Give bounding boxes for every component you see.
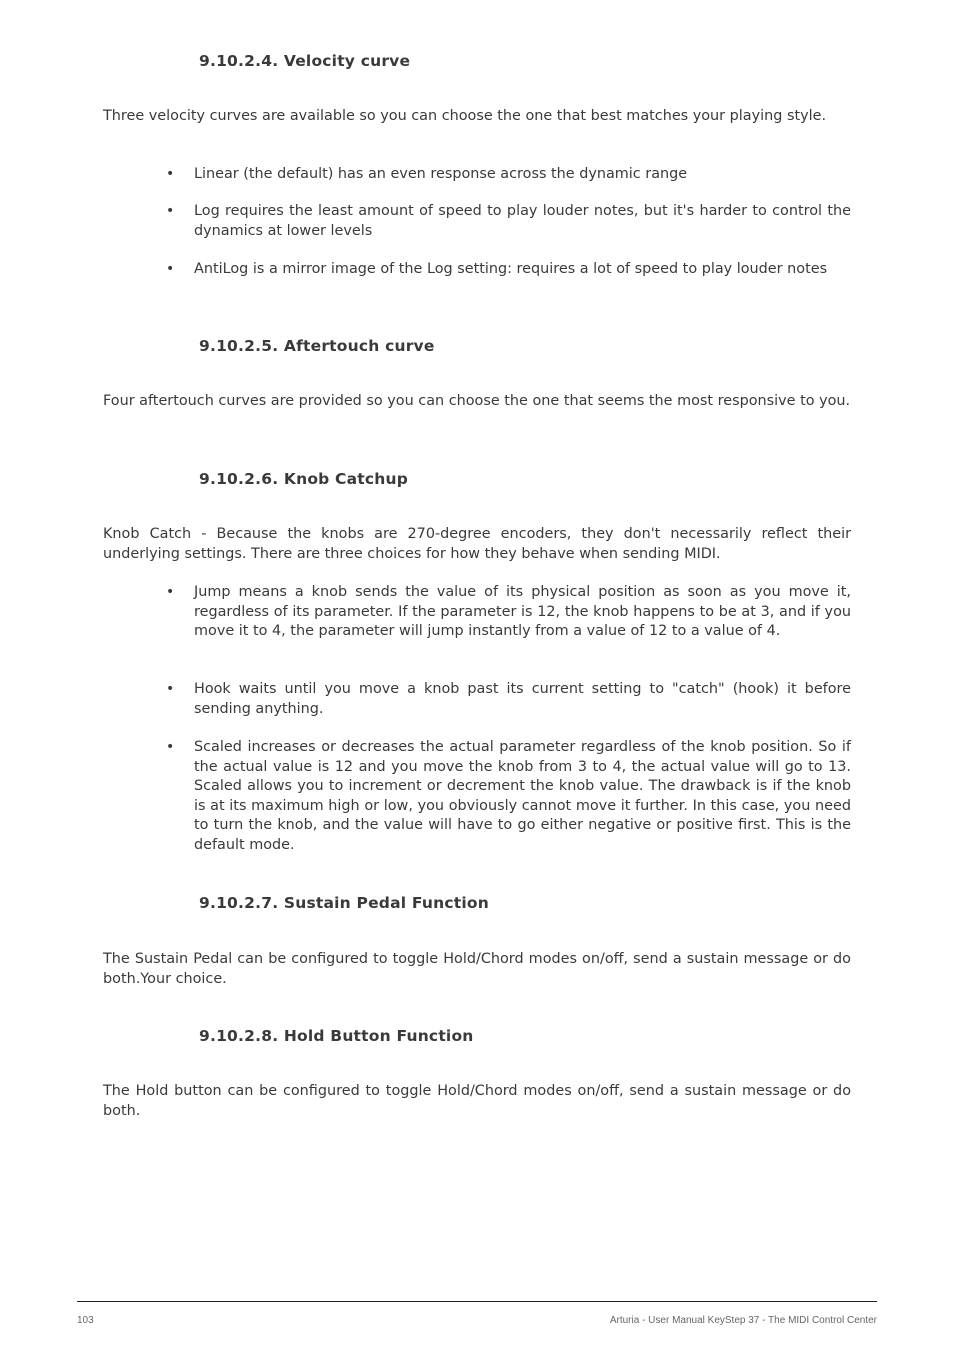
list-item-scaled: Scaled increases or decreases the actual parameter regardless of the knob position. So if the actual value is 12 and you move the knob from 3 to 4, the actual value will go to 13. Scaled allows you to increment or decrement the knob value. The drawback is if the knob is at its maximum high or low, you obviously cannot move it further. In this case, you need to turn the knob, and the value will have to go either negative or positive first. This is the default mode. <box>194 739 851 853</box>
bullet-marker: • <box>166 261 175 277</box>
list-item-log: Log requires the least amount of speed to play louder notes, but it's harder to control the dynamics at lower levels <box>194 203 851 239</box>
list-item-jump: Jump means a knob sends the value of its physical position as soon as you move it, regardless of its parameter. If the parameter is 12, the knob happens to be at 3, and if you move it to 4, the parameter will jump instantly from a value of 12 to a value of 4. <box>194 584 851 640</box>
list-item-hook: Hook waits until you move a knob past its current setting to "catch" (hook) it before sending anything. <box>194 681 851 717</box>
list-item-linear: Linear (the default) has an even response across the dynamic range <box>194 166 688 182</box>
paragraph-velocity-curve: Three velocity curves are available so you can choose the one that best matches your playing style. <box>103 108 827 124</box>
footer-divider <box>77 1301 877 1302</box>
paragraph-sustain-pedal-function: The Sustain Pedal can be configured to toggle Hold/Chord modes on/off, send a sustain message or do both.Your choice. <box>103 951 851 987</box>
heading-knob-catchup: 9.10.2.6. Knob Catchup <box>199 470 409 488</box>
bullet-marker: • <box>166 166 175 182</box>
paragraph-aftertouch-curve: Four aftertouch curves are provided so you can choose the one that seems the most responsive to you. <box>103 393 851 409</box>
heading-hold-button-function: 9.10.2.8. Hold Button Function <box>199 1027 474 1045</box>
paragraph-knob-catchup: Knob Catch - Because the knobs are 270-degree encoders, they don't necessarily reflect their underlying settings. There are three choices for how they behave when sending MIDI. <box>103 526 851 562</box>
bullet-marker: • <box>166 681 175 697</box>
heading-velocity-curve: 9.10.2.4. Velocity curve <box>199 52 411 70</box>
bullet-marker: • <box>166 203 175 219</box>
paragraph-hold-button-function: The Hold button can be configured to toggle Hold/Chord modes on/off, send a sustain message or do both. <box>103 1083 851 1119</box>
heading-sustain-pedal-function: 9.10.2.7. Sustain Pedal Function <box>199 894 489 912</box>
footer-title: Arturia - User Manual KeyStep 37 - The MIDI Control Center <box>609 1315 877 1326</box>
bullet-marker: • <box>166 739 175 755</box>
heading-aftertouch-curve: 9.10.2.5. Aftertouch curve <box>199 337 435 355</box>
list-item-antilog: AntiLog is a mirror image of the Log setting: requires a lot of speed to play louder notes <box>194 261 828 277</box>
bullet-marker: • <box>166 584 175 600</box>
page-number: 103 <box>77 1315 94 1326</box>
